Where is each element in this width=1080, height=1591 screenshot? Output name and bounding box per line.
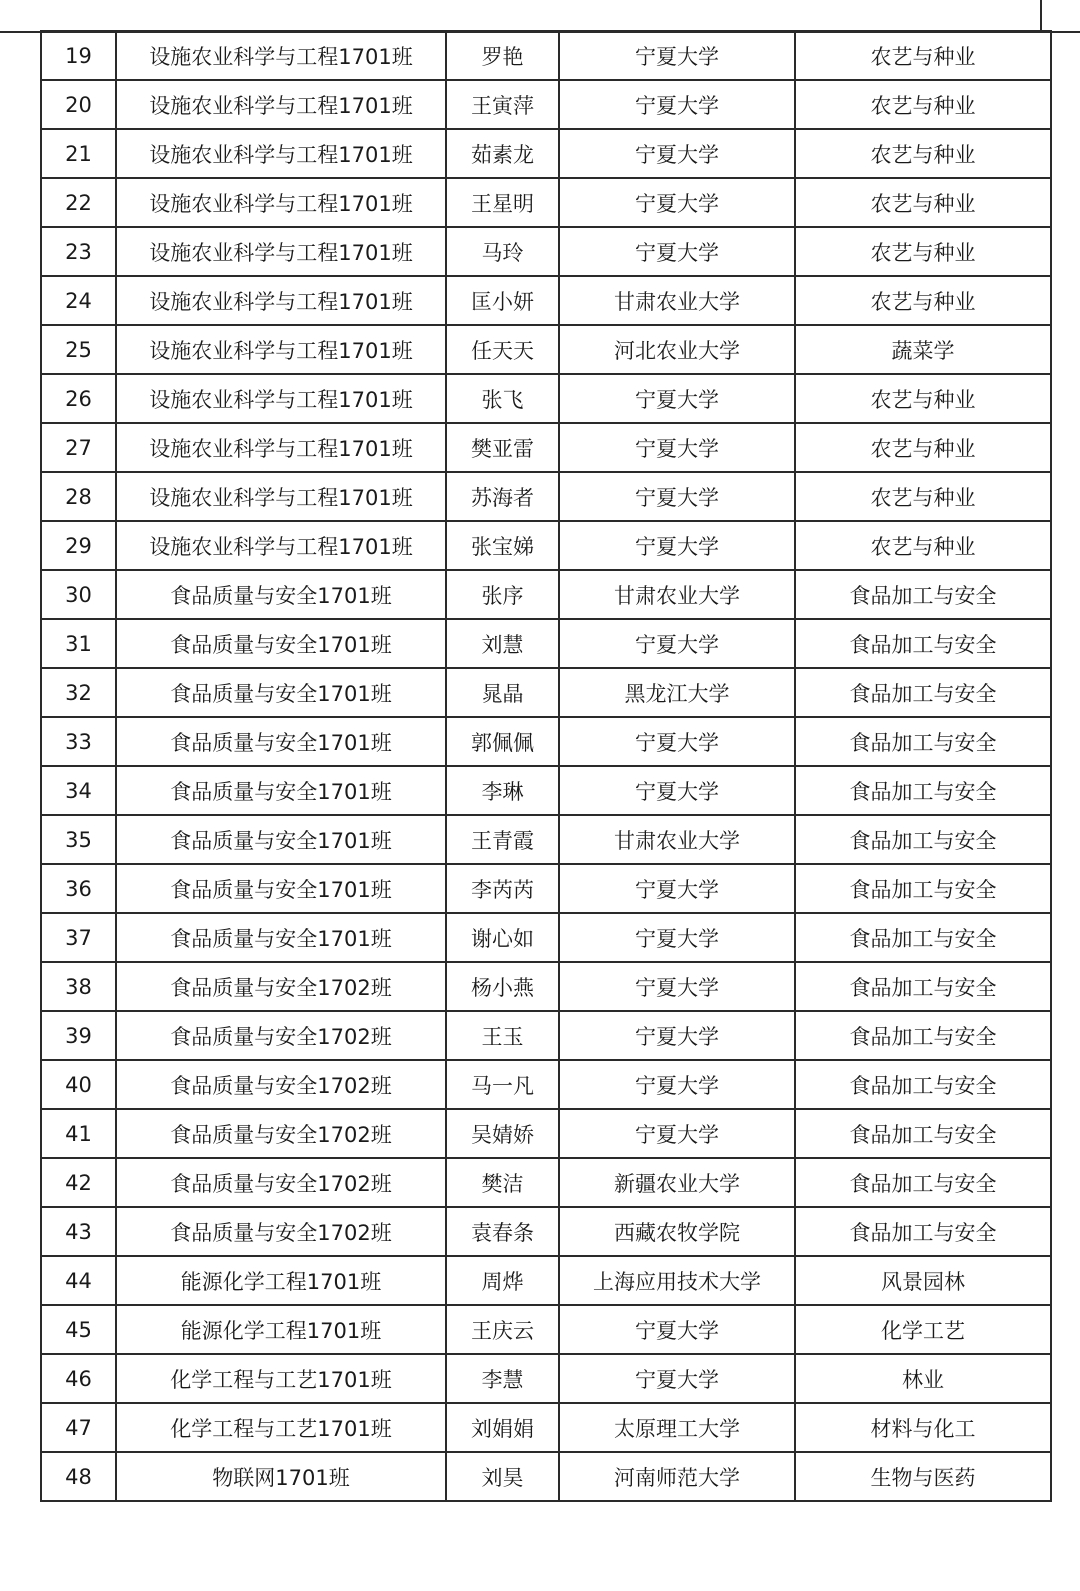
cell-major: 农艺与种业: [795, 374, 1051, 423]
table-row: [41, 1452, 1051, 1501]
cell-class: 食品质量与安全1702班: [116, 1207, 446, 1256]
results-table: [40, 0, 1052, 1502]
cell-number: 40: [41, 1060, 116, 1109]
cell-class: 食品质量与安全1702班: [116, 962, 446, 1011]
cell-school: 宁夏大学: [559, 913, 795, 962]
admission-list-table: [40, 0, 1050, 1502]
cell-name: 袁春条: [446, 1207, 559, 1256]
cell-number: 45: [41, 1305, 116, 1354]
cell-major: 林业: [795, 1354, 1051, 1403]
cell-number: 29: [41, 521, 116, 570]
cell-major: 农艺与种业: [795, 227, 1051, 276]
cell-major: 食品加工与安全: [795, 619, 1051, 668]
cell-number: 34: [41, 766, 116, 815]
cell-number: 26: [41, 374, 116, 423]
cell-class: 化学工程与工艺1701班: [116, 1403, 446, 1452]
cell-name: 李慧: [446, 1354, 559, 1403]
cell-name: 苏海者: [446, 472, 559, 521]
cell-class: 设施农业科学与工程1701班: [116, 276, 446, 325]
cell-name: 周烨: [446, 1256, 559, 1305]
table-row: [41, 1305, 1051, 1354]
cell-class: 设施农业科学与工程1701班: [116, 80, 446, 129]
cell-number: 27: [41, 423, 116, 472]
cell-name: 樊亚雷: [446, 423, 559, 472]
cell-name: 李琳: [446, 766, 559, 815]
table-body: [41, 0, 1051, 1501]
cell-school: 宁夏大学: [559, 80, 795, 129]
cell-major: 风景园林: [795, 1256, 1051, 1305]
cell-class: 设施农业科学与工程1701班: [116, 31, 446, 80]
cell-school: 宁夏大学: [559, 472, 795, 521]
table-row: [41, 962, 1051, 1011]
cell-number: 25: [41, 325, 116, 374]
cell-class: 食品质量与安全1701班: [116, 815, 446, 864]
cell-number: 23: [41, 227, 116, 276]
cell-major: 食品加工与安全: [795, 668, 1051, 717]
cell-name: 张飞: [446, 374, 559, 423]
cell-number: 38: [41, 962, 116, 1011]
table-row: [41, 325, 1051, 374]
cell-name: 谢心如: [446, 913, 559, 962]
cell-major: 食品加工与安全: [795, 570, 1051, 619]
cell-number: 41: [41, 1109, 116, 1158]
table-row: [41, 1354, 1051, 1403]
cell-class: 食品质量与安全1701班: [116, 864, 446, 913]
cell-number: 36: [41, 864, 116, 913]
cell-number: 42: [41, 1158, 116, 1207]
cell-school: 宁夏大学: [559, 962, 795, 1011]
cell-name: 张序: [446, 570, 559, 619]
cell-number: 20: [41, 80, 116, 129]
cell-major: 农艺与种业: [795, 276, 1051, 325]
cell-school: 宁夏大学: [559, 1011, 795, 1060]
cell-school: 宁夏大学: [559, 619, 795, 668]
cell-number: 28: [41, 472, 116, 521]
cell-class: 食品质量与安全1701班: [116, 717, 446, 766]
cell-name: 晁晶: [446, 668, 559, 717]
cell-major: 农艺与种业: [795, 80, 1051, 129]
cell-school: 宁夏大学: [559, 864, 795, 913]
cell-school: 宁夏大学: [559, 1109, 795, 1158]
cell-major: 生物与医药: [795, 1452, 1051, 1501]
cell-number: 37: [41, 913, 116, 962]
cell-number: 35: [41, 815, 116, 864]
cell-school: 太原理工大学: [559, 1403, 795, 1452]
cell-school: 宁夏大学: [559, 178, 795, 227]
table-top-partial-row: [41, 0, 1051, 31]
cell-major: 食品加工与安全: [795, 717, 1051, 766]
cell-name: 马一凡: [446, 1060, 559, 1109]
cell-number: 39: [41, 1011, 116, 1060]
table-row: [41, 129, 1051, 178]
table-row: [41, 815, 1051, 864]
cell-class: 设施农业科学与工程1701班: [116, 227, 446, 276]
cell-major: 食品加工与安全: [795, 1109, 1051, 1158]
cell-major: 农艺与种业: [795, 129, 1051, 178]
cell-class: 设施农业科学与工程1701班: [116, 325, 446, 374]
cell-school: 宁夏大学: [559, 1305, 795, 1354]
cell-class: 食品质量与安全1701班: [116, 668, 446, 717]
cell-major: 食品加工与安全: [795, 962, 1051, 1011]
table-row: [41, 619, 1051, 668]
cell-school: 宁夏大学: [559, 423, 795, 472]
cell-number: 22: [41, 178, 116, 227]
table-row: [41, 423, 1051, 472]
cell-class: 食品质量与安全1702班: [116, 1011, 446, 1060]
cell-major: 农艺与种业: [795, 31, 1051, 80]
cell-school: 河北农业大学: [559, 325, 795, 374]
cell-class: 食品质量与安全1702班: [116, 1158, 446, 1207]
cell-name: 王玉: [446, 1011, 559, 1060]
cell-school: 宁夏大学: [559, 521, 795, 570]
table-row: [41, 864, 1051, 913]
table-row: [41, 80, 1051, 129]
cell-school: 甘肃农业大学: [559, 570, 795, 619]
table-row: [41, 1109, 1051, 1158]
cell-class: 食品质量与安全1701班: [116, 766, 446, 815]
table-row: [41, 717, 1051, 766]
table-row: [41, 913, 1051, 962]
cell-school: 宁夏大学: [559, 129, 795, 178]
cell-name: 马玲: [446, 227, 559, 276]
cell-name: 李芮芮: [446, 864, 559, 913]
cell-name: 王庆云: [446, 1305, 559, 1354]
cell-class: 能源化学工程1701班: [116, 1305, 446, 1354]
cell-name: 刘昊: [446, 1452, 559, 1501]
cell-class: 食品质量与安全1701班: [116, 570, 446, 619]
table-row: [41, 521, 1051, 570]
table-row: [41, 668, 1051, 717]
cell-name: 杨小燕: [446, 962, 559, 1011]
table-row: [41, 766, 1051, 815]
cell-school: 甘肃农业大学: [559, 815, 795, 864]
table-row: [41, 31, 1051, 80]
cell-name: 刘慧: [446, 619, 559, 668]
cell-class: 设施农业科学与工程1701班: [116, 521, 446, 570]
cell-class: 化学工程与工艺1701班: [116, 1354, 446, 1403]
cell-major: 化学工艺: [795, 1305, 1051, 1354]
cell-school: 宁夏大学: [559, 1354, 795, 1403]
cell-school: 上海应用技术大学: [559, 1256, 795, 1305]
cell-class: 设施农业科学与工程1701班: [116, 472, 446, 521]
table-row: [41, 1158, 1051, 1207]
table-row: [41, 276, 1051, 325]
cell-major: 蔬菜学: [795, 325, 1051, 374]
cell-name: 樊洁: [446, 1158, 559, 1207]
cell-number: 44: [41, 1256, 116, 1305]
cell-number: 33: [41, 717, 116, 766]
cell-major: 食品加工与安全: [795, 864, 1051, 913]
cell-class: 食品质量与安全1701班: [116, 619, 446, 668]
table-row: [41, 570, 1051, 619]
cell-school: 甘肃农业大学: [559, 276, 795, 325]
cell-number: 43: [41, 1207, 116, 1256]
table-row: [41, 472, 1051, 521]
cell-number: 32: [41, 668, 116, 717]
cell-class: 设施农业科学与工程1701班: [116, 178, 446, 227]
cell-major: 食品加工与安全: [795, 815, 1051, 864]
cell-class: 设施农业科学与工程1701班: [116, 129, 446, 178]
cell-major: 农艺与种业: [795, 521, 1051, 570]
cell-major: 食品加工与安全: [795, 913, 1051, 962]
cell-name: 罗艳: [446, 31, 559, 80]
cell-number: 19: [41, 31, 116, 80]
table-row: [41, 227, 1051, 276]
cell-major: 食品加工与安全: [795, 1060, 1051, 1109]
cell-school: 宁夏大学: [559, 1060, 795, 1109]
cell-major: 农艺与种业: [795, 178, 1051, 227]
cell-class: 食品质量与安全1701班: [116, 913, 446, 962]
cell-class: 物联网1701班: [116, 1452, 446, 1501]
cell-name: 刘娟娟: [446, 1403, 559, 1452]
table-row: [41, 1011, 1051, 1060]
cell-class: 食品质量与安全1702班: [116, 1060, 446, 1109]
cell-name: 王青霞: [446, 815, 559, 864]
cell-school: 黑龙江大学: [559, 668, 795, 717]
table-row: [41, 374, 1051, 423]
cell-name: 张宝娣: [446, 521, 559, 570]
table-row: [41, 1403, 1051, 1452]
cell-number: 30: [41, 570, 116, 619]
cell-class: 食品质量与安全1702班: [116, 1109, 446, 1158]
cell-school: 西藏农牧学院: [559, 1207, 795, 1256]
cell-name: 匡小妍: [446, 276, 559, 325]
cell-major: 农艺与种业: [795, 472, 1051, 521]
cell-name: 茹素龙: [446, 129, 559, 178]
cell-major: 食品加工与安全: [795, 1158, 1051, 1207]
cell-class: 设施农业科学与工程1701班: [116, 374, 446, 423]
cell-name: 王寅萍: [446, 80, 559, 129]
cell-school: 宁夏大学: [559, 766, 795, 815]
cell-school: 宁夏大学: [559, 31, 795, 80]
partial-row-cell: [41, 0, 1051, 31]
cell-major: 食品加工与安全: [795, 766, 1051, 815]
cell-name: 任天天: [446, 325, 559, 374]
cell-school: 宁夏大学: [559, 374, 795, 423]
cell-major: 食品加工与安全: [795, 1011, 1051, 1060]
cell-school: 河南师范大学: [559, 1452, 795, 1501]
table-row: [41, 1060, 1051, 1109]
cell-name: 郭佩佩: [446, 717, 559, 766]
cell-school: 宁夏大学: [559, 227, 795, 276]
table-row: [41, 178, 1051, 227]
table-row: [41, 1207, 1051, 1256]
table-row: [41, 1256, 1051, 1305]
cell-school: 宁夏大学: [559, 717, 795, 766]
cell-number: 21: [41, 129, 116, 178]
cell-number: 48: [41, 1452, 116, 1501]
cell-number: 31: [41, 619, 116, 668]
cell-major: 农艺与种业: [795, 423, 1051, 472]
cell-class: 设施农业科学与工程1701班: [116, 423, 446, 472]
cell-name: 王星明: [446, 178, 559, 227]
cell-number: 24: [41, 276, 116, 325]
cell-name: 吴婧娇: [446, 1109, 559, 1158]
cell-school: 新疆农业大学: [559, 1158, 795, 1207]
cell-major: 材料与化工: [795, 1403, 1051, 1452]
cell-number: 47: [41, 1403, 116, 1452]
cell-class: 能源化学工程1701班: [116, 1256, 446, 1305]
cell-number: 46: [41, 1354, 116, 1403]
cell-major: 食品加工与安全: [795, 1207, 1051, 1256]
